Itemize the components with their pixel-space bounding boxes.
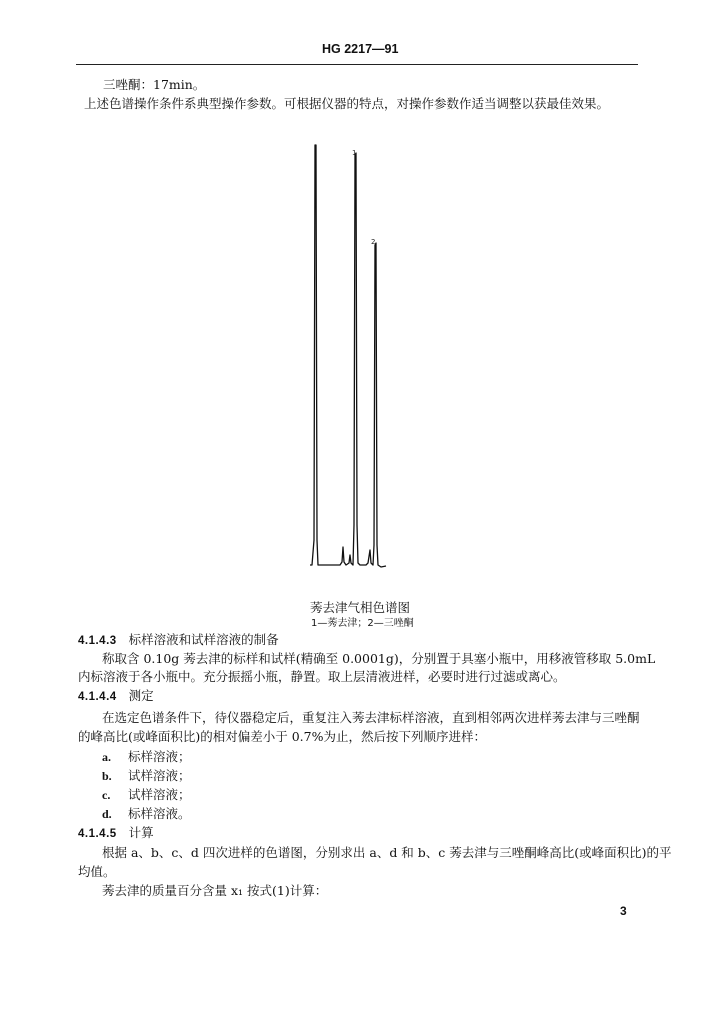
list-item-text: 标样溶液。 <box>128 806 191 821</box>
paragraph: 根据 a、b、c、d 四次进样的色谱图，分别求出 a、d 和 b、c 莠去津与三唑酮峰高比(或峰面积比)的平 <box>102 845 672 860</box>
section-4144-heading <box>78 688 154 705</box>
list-item-letter: d. <box>102 807 112 821</box>
paragraph: 均值。 <box>78 864 116 879</box>
list-item <box>102 749 191 765</box>
section-4143-heading <box>78 632 279 649</box>
list-item-text: 试样溶液； <box>128 787 191 802</box>
paragraph: 莠去津的质量百分含量 x₁ 按式(1)计算： <box>102 883 328 898</box>
chromatogram <box>300 125 540 585</box>
peak-2-label: 2 <box>371 238 376 246</box>
header-rule <box>76 64 638 65</box>
peak-1-label: 1 <box>352 149 357 157</box>
list-item-letter: b. <box>102 769 112 783</box>
chromatogram-trace <box>310 145 386 567</box>
paragraph: 称取含 0.10g 莠去津的标样和试样(精确至 0.0001g)，分别置于具塞小瓶中，用移液管移取 5.0mL <box>102 651 656 666</box>
list-item-letter: a. <box>102 750 111 764</box>
list-item-letter: c. <box>102 788 111 802</box>
section-number: 4.1.4.5 <box>78 828 117 840</box>
figure-caption: 莠去津气相色谱图 <box>310 600 411 615</box>
operating-params-note: 上述色谱操作条件系典型操作参数。可根据仪器的特点，对操作参数作适当调整以获最佳效果。 <box>84 96 610 111</box>
list-item <box>102 768 191 784</box>
section-4145-heading <box>78 825 154 842</box>
section-number: 4.1.4.4 <box>78 691 117 703</box>
list-item-text: 标样溶液； <box>128 749 191 764</box>
section-number: 4.1.4.3 <box>78 635 117 647</box>
paragraph: 内标溶液于各小瓶中。充分振摇小瓶，静置。取上层清液进样，必要时进行过滤或离心。 <box>78 669 566 684</box>
section-title: 测定 <box>128 688 154 703</box>
standard-code-header: HG 2217—91 <box>322 42 399 56</box>
paragraph: 的峰高比(或峰面积比)的相对偏差小于 0.7%为止，然后按下列顺序进样： <box>78 729 486 744</box>
figure-legend: 1—莠去津；2—三唑酮 <box>311 618 414 629</box>
section-title: 标样溶液和试样溶液的制备 <box>128 632 279 647</box>
page-number: 3 <box>620 904 627 918</box>
paragraph: 在选定色谱条件下，待仪器稳定后，重复注入莠去津标样溶液，直到相邻两次进样莠去津与三唑酮 <box>102 710 640 725</box>
section-title: 计算 <box>128 825 154 840</box>
list-item <box>102 787 191 803</box>
retention-time-line: 三唑酮：17min。 <box>103 77 206 92</box>
list-item-text: 试样溶液； <box>128 768 191 783</box>
list-item <box>102 806 191 822</box>
